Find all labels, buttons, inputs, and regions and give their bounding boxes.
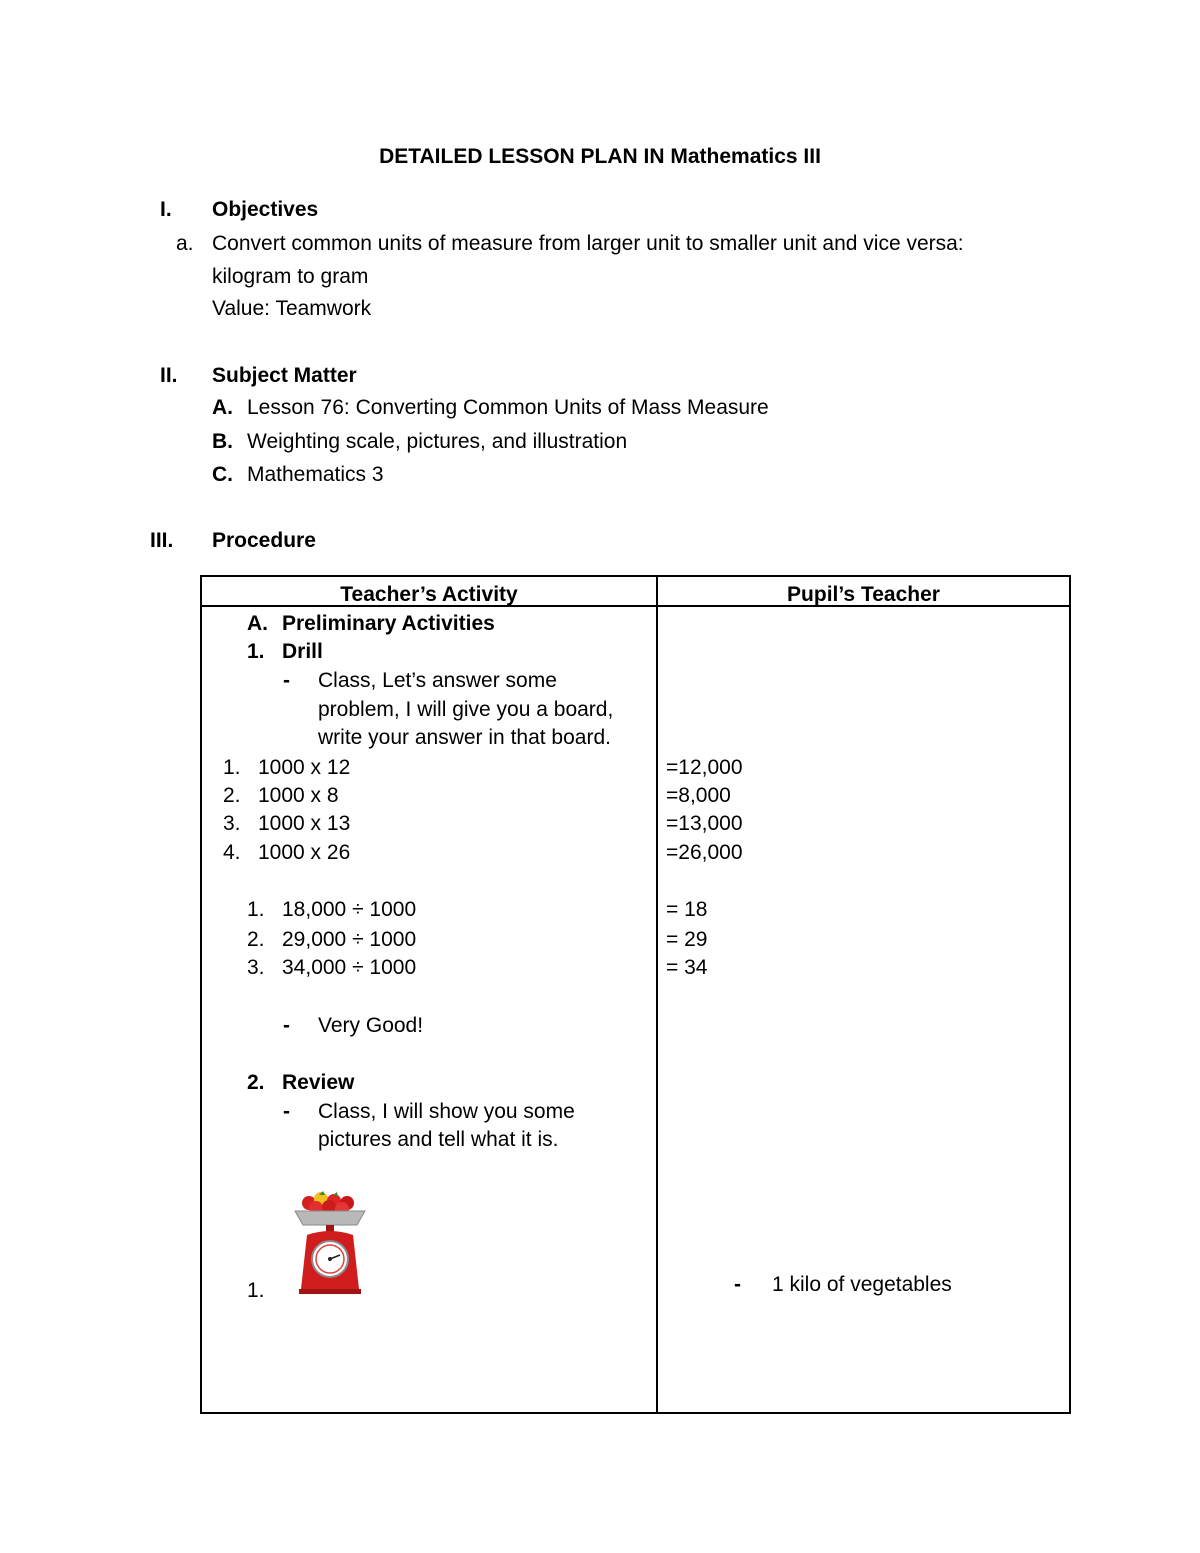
- problem-answer: = 18: [666, 898, 708, 921]
- problem-text: 29,000 ÷ 1000: [282, 928, 417, 951]
- subject-item-letter: A.: [212, 396, 233, 419]
- problem-answer: = 29: [666, 928, 708, 951]
- problem-answer: = 34: [666, 956, 708, 979]
- subject-matter-number: II.: [160, 364, 178, 387]
- objective-text-line2: kilogram to gram: [212, 265, 369, 288]
- problem-text: 1000 x 8: [258, 784, 339, 807]
- problem-number: 2.: [223, 784, 241, 807]
- review-instruction-line: pictures and tell what it is.: [318, 1128, 559, 1151]
- objectives-heading: Objectives: [212, 198, 319, 221]
- objective-value: Value: Teamwork: [212, 297, 372, 320]
- objective-text-line1: Convert common units of measure from larger unit to smaller unit and vice versa:: [212, 232, 964, 255]
- page-title: DETAILED LESSON PLAN IN Mathematics III: [379, 145, 821, 168]
- picture-answer-dash: -: [734, 1273, 741, 1296]
- problem-answer: =13,000: [666, 812, 743, 835]
- weighing-scale-image: [289, 1189, 371, 1297]
- subject-matter-heading: Subject Matter: [212, 364, 357, 387]
- review-heading: Review: [282, 1071, 355, 1094]
- objective-letter: a.: [176, 232, 194, 255]
- praise-text: Very Good!: [318, 1014, 424, 1037]
- subject-item-letter: B.: [212, 430, 233, 453]
- drill-instruction-line: Class, Let’s answer some: [318, 669, 557, 692]
- procedure-heading: Procedure: [212, 529, 316, 552]
- problem-text: 34,000 ÷ 1000: [282, 956, 417, 979]
- objectives-number: I.: [160, 198, 172, 221]
- problem-answer: =8,000: [666, 784, 731, 807]
- problem-number: 3.: [223, 812, 241, 835]
- drill-dash: -: [283, 669, 290, 692]
- subject-item-text: Weighting scale, pictures, and illustration: [247, 430, 628, 453]
- problem-number: 1.: [247, 898, 265, 921]
- problem-number: 1.: [223, 756, 241, 779]
- problem-answer: =12,000: [666, 756, 743, 779]
- teacher-activity-header: Teacher’s Activity: [340, 583, 518, 606]
- review-instruction-line: Class, I will show you some: [318, 1100, 575, 1123]
- problem-text: 1000 x 12: [258, 756, 351, 779]
- subject-item-text: Lesson 76: Converting Common Units of Mass Measure: [247, 396, 769, 419]
- problem-answer: =26,000: [666, 841, 743, 864]
- pupil-teacher-header: Pupil’s Teacher: [787, 583, 940, 606]
- problem-text: 1000 x 26: [258, 841, 351, 864]
- drill-number: 1.: [247, 640, 265, 663]
- problem-number: 4.: [223, 841, 241, 864]
- review-dash: -: [283, 1100, 290, 1123]
- problem-text: 1000 x 13: [258, 812, 351, 835]
- procedure-number: III.: [150, 529, 174, 552]
- prelim-letter: A.: [247, 612, 268, 635]
- table-column-divider: [656, 577, 658, 1412]
- problem-number: 3.: [247, 956, 265, 979]
- drill-instruction-line: write your answer in that board.: [318, 726, 611, 749]
- drill-instruction-line: problem, I will give you a board,: [318, 698, 614, 721]
- prelim-heading: Preliminary Activities: [282, 612, 495, 635]
- subject-item-text: Mathematics 3: [247, 463, 384, 486]
- problem-text: 18,000 ÷ 1000: [282, 898, 417, 921]
- problem-number: 2.: [247, 928, 265, 951]
- subject-item-letter: C.: [212, 463, 233, 486]
- picture-answer: 1 kilo of vegetables: [772, 1273, 952, 1296]
- drill-heading: Drill: [282, 640, 323, 663]
- review-number: 2.: [247, 1071, 265, 1094]
- picture-number: 1.: [247, 1279, 265, 1302]
- praise-dash: -: [283, 1014, 290, 1037]
